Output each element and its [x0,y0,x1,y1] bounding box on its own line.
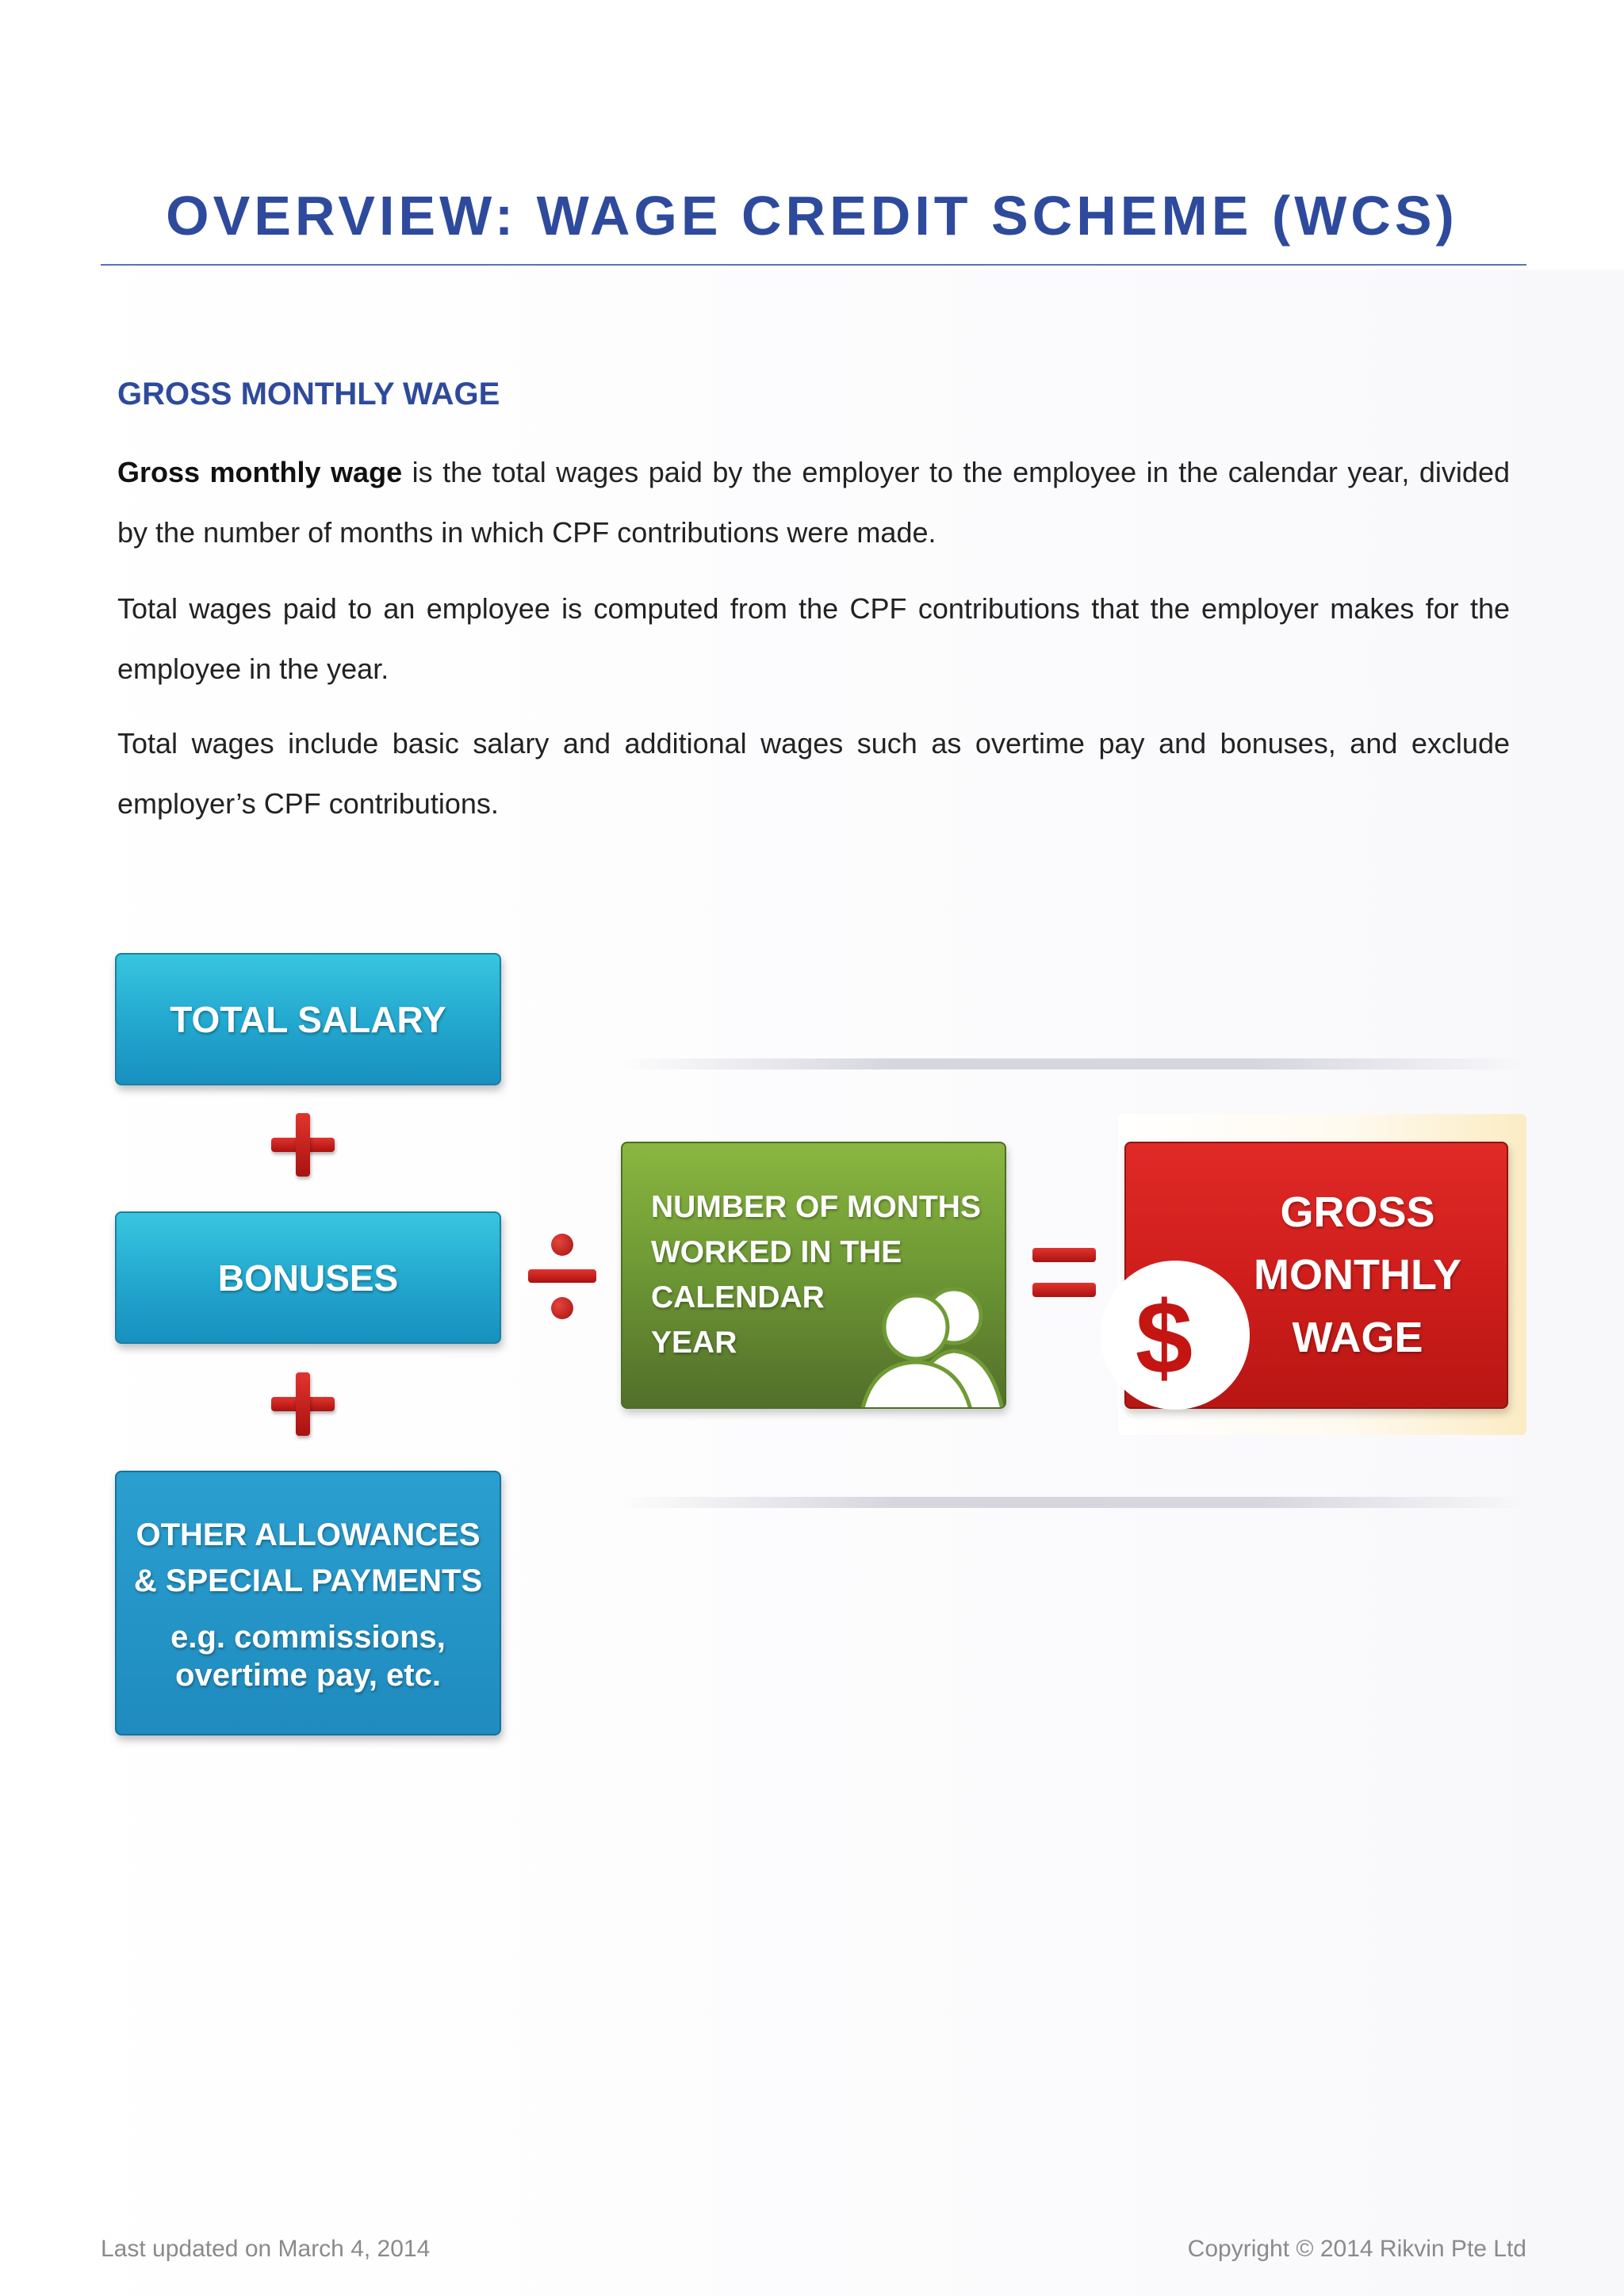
paragraph-definition-bold: Gross monthly wage [117,456,403,488]
months-line4: YEAR [651,1326,737,1360]
footer-updated: Last updated on March 4, 2014 [101,2236,431,2262]
equals-icon [1032,1248,1096,1300]
total-salary-box [115,953,501,1085]
section-heading: GROSS MONTHLY WAGE [117,377,500,411]
months-line1: NUMBER OF MONTHS [651,1190,981,1224]
months-worked-box [621,1142,1006,1409]
diagram-shadow-top [619,1058,1530,1070]
other-allowances-line1: OTHER ALLOWANCES [136,1517,481,1552]
paragraph-definition-text: is the total wages paid by the employer to the employee in the calendar year, divided by the number of months in which CPF contributions were made. [117,456,1510,549]
people-icon [852,1286,1006,1409]
total-salary-label: TOTAL SALARY [170,998,446,1040]
footer-copyright: Copyright © 2014 Rikvin Pte Ltd [1187,2236,1526,2262]
paragraph-computation: Total wages paid to an employee is computed from the CPF contributions that the employer makes for the employee in the year. [117,592,1510,685]
months-line3: CALENDAR [651,1280,825,1314]
dollar-icon: $ [1135,1280,1193,1395]
diagram-shadow-bottom [619,1497,1530,1508]
page-title: OVERVIEW: WAGE CREDIT SCHEME (WCS) [166,185,1458,247]
paragraph-definition [117,442,1510,563]
paragraph-inclusions: Total wages include basic salary and additional wages such as overtime pay and bonuses, and exclude employer’s CPF contributions. [117,727,1510,820]
plus-icon [271,1113,335,1177]
other-allowances-line2: & SPECIAL PAYMENTS [133,1563,483,1598]
divide-icon [528,1234,596,1319]
result-line2: MONTHLY [1253,1251,1461,1299]
other-allowances-box [115,1471,501,1735]
months-line2: WORKED IN THE [651,1235,902,1269]
result-line1: GROSS [1280,1188,1435,1236]
result-line3: WAGE [1292,1314,1423,1361]
bonuses-label: BONUSES [217,1257,399,1299]
bonuses-box [115,1211,501,1344]
other-allowances-example1: e.g. commissions, [170,1620,446,1655]
other-allowances-example2: overtime pay, etc. [175,1658,441,1693]
plus-icon [271,1372,335,1436]
title-divider [101,264,1526,266]
